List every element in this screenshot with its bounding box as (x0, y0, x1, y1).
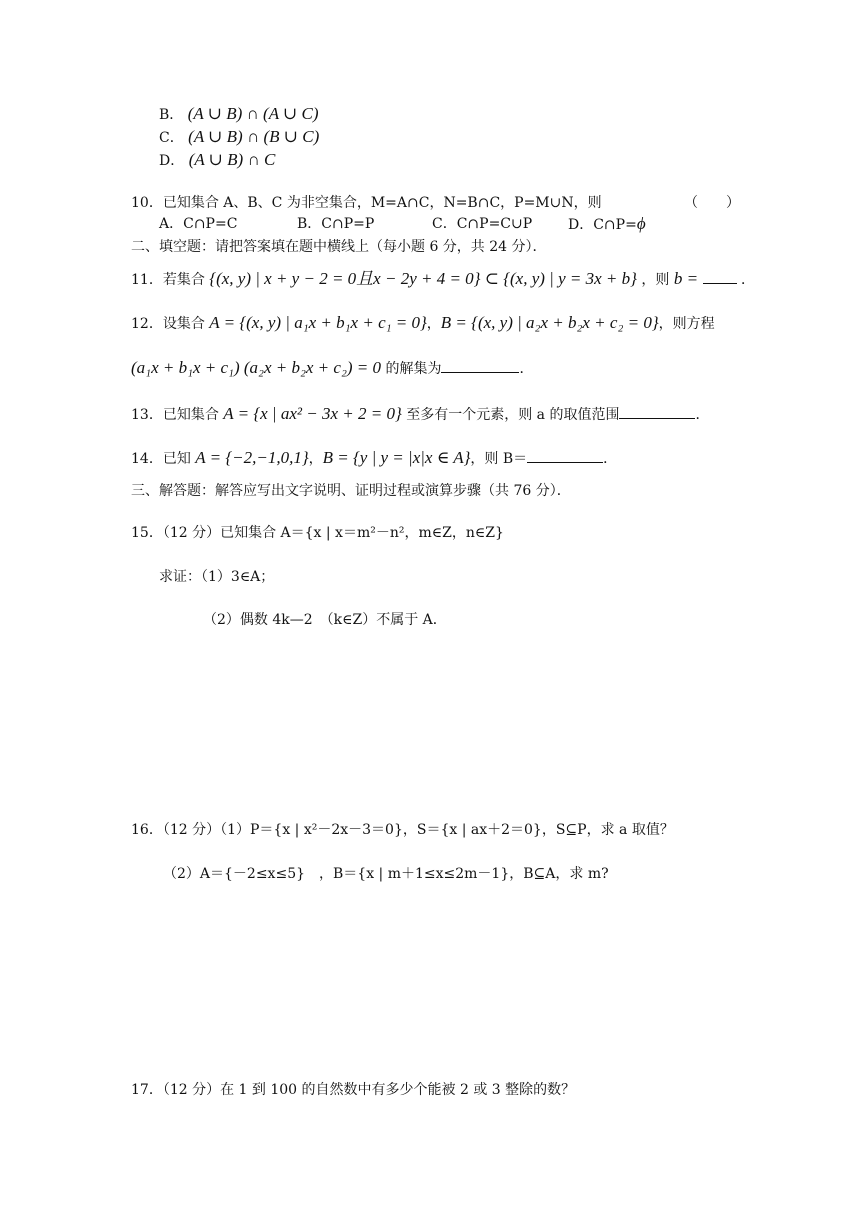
q12-answer-blank[interactable] (441, 358, 519, 373)
q13 (131, 404, 709, 425)
q12-separator: ， (426, 316, 441, 332)
q10-option-b: B．C∩P=P (297, 216, 375, 232)
q12-line-2-tail: 的解集为 (385, 361, 442, 377)
q12-set-b: B = {(x, y) | a₂x + b₂x + c₂ = 0} (440, 313, 659, 332)
q16-part-2: （2）A＝{－2≤x≤5} ，B＝{x | m＋1≤x≤2m－1}，B⊆A，求 m? (163, 866, 609, 882)
q15-stem: 15．（12 分）已知集合 A＝{x | x＝m²－n²，m∈Z，n∈Z} (131, 525, 504, 541)
q9-option-d-label: D． (159, 153, 185, 169)
q13-expression: A = {x | ax² − 3x + 2 = 0} (223, 404, 402, 423)
q15-part-1: 求证：（1）3∈A； (159, 569, 275, 585)
q14-tail: ，则 B＝ (470, 451, 528, 467)
q15-part-2: （2）偶数 4k—2 （k∈Z）不属于 A． (203, 612, 447, 628)
q10-option-d-symbol: ϕ (636, 214, 646, 233)
q12-end: ． (519, 361, 534, 377)
q17-stem: 17．（12 分）在 1 到 100 的自然数中有多少个能被 2 或 3 整除的数？ (131, 1082, 576, 1098)
q9-option-b-expr: (A ∪ B) ∩ (A ∪ C) (187, 104, 319, 123)
q11-variable: b = (673, 269, 699, 288)
q9-option-d (159, 150, 275, 171)
q11-answer-blank[interactable] (703, 269, 737, 284)
q9-option-b-label: B． (159, 107, 184, 123)
q9-option-b (159, 104, 319, 125)
q10-option-d (568, 214, 646, 235)
q11-number: 11．若集合 (131, 272, 205, 288)
q13-number: 13．已知集合 (131, 407, 219, 423)
q12-set-a: A = {(x, y) | a₁x + b₁x + c₁ = 0} (209, 313, 427, 332)
q10-stem: 10．已知集合 A、B、C 为非空集合，M=A∩C，N=B∩C，P=M∪N，则 (131, 195, 602, 211)
q14-answer-blank[interactable] (527, 448, 603, 463)
q12-line-2 (131, 358, 533, 379)
q12-number: 12．设集合 (131, 316, 205, 332)
q13-end: ． (695, 407, 710, 423)
q14-separator: ， (308, 451, 323, 467)
q11-expression: {(x, y) | x + y − 2 = 0且x − 2y + 4 = 0} ⊂ {(x, y) | y = 3x + b} (209, 269, 637, 288)
q10-option-c: C．C∩P=C∪P (432, 216, 533, 232)
q9-option-c-label: C． (159, 130, 184, 146)
q14-end: ． (603, 451, 618, 467)
q12-line-1 (131, 313, 715, 334)
q9-option-c (159, 127, 319, 148)
q9-option-d-expr: (A ∪ B) ∩ C (188, 150, 276, 169)
q10-answer-bracket: （ ） (684, 195, 740, 211)
q14-set-b: B = {y | y = |x|x ∈ A} (322, 448, 471, 467)
q13-tail: 至多有一个元素，则 a 的取值范围 (406, 407, 620, 423)
q9-option-c-expr: (A ∪ B) ∩ (B ∪ C) (188, 127, 320, 146)
q11 (131, 269, 755, 290)
section-2-heading: 二、填空题：请把答案填在题中横线上（每小题 6 分，共 24 分）． (131, 239, 547, 255)
q11-end: ． (740, 272, 755, 288)
q14-number: 14．已知 (131, 451, 191, 467)
q12-equation: (a₁x + b₁x + c₁) (a₂x + b₂x + c₂) = 0 (131, 358, 381, 377)
q12-line-1-tail: ，则方程 (658, 316, 715, 332)
q13-answer-blank[interactable] (619, 404, 695, 419)
q14 (131, 448, 617, 469)
q16-stem: 16．（12 分）（1）P＝{x | x²－2x－3＝0}，S＝{x | ax＋2＝0}，S⊆P，求 a 取值？ (131, 822, 674, 838)
q11-tail: ，则 (641, 272, 670, 288)
q10-option-a: A．C∩P=C (159, 216, 238, 232)
section-3-heading: 三、解答题：解答应写出文字说明、证明过程或演算步骤（共 76 分）． (131, 483, 571, 499)
q14-set-a: A = {−2,−1,0,1} (195, 448, 309, 467)
q10-option-d-label: D．C∩P= (568, 217, 637, 233)
